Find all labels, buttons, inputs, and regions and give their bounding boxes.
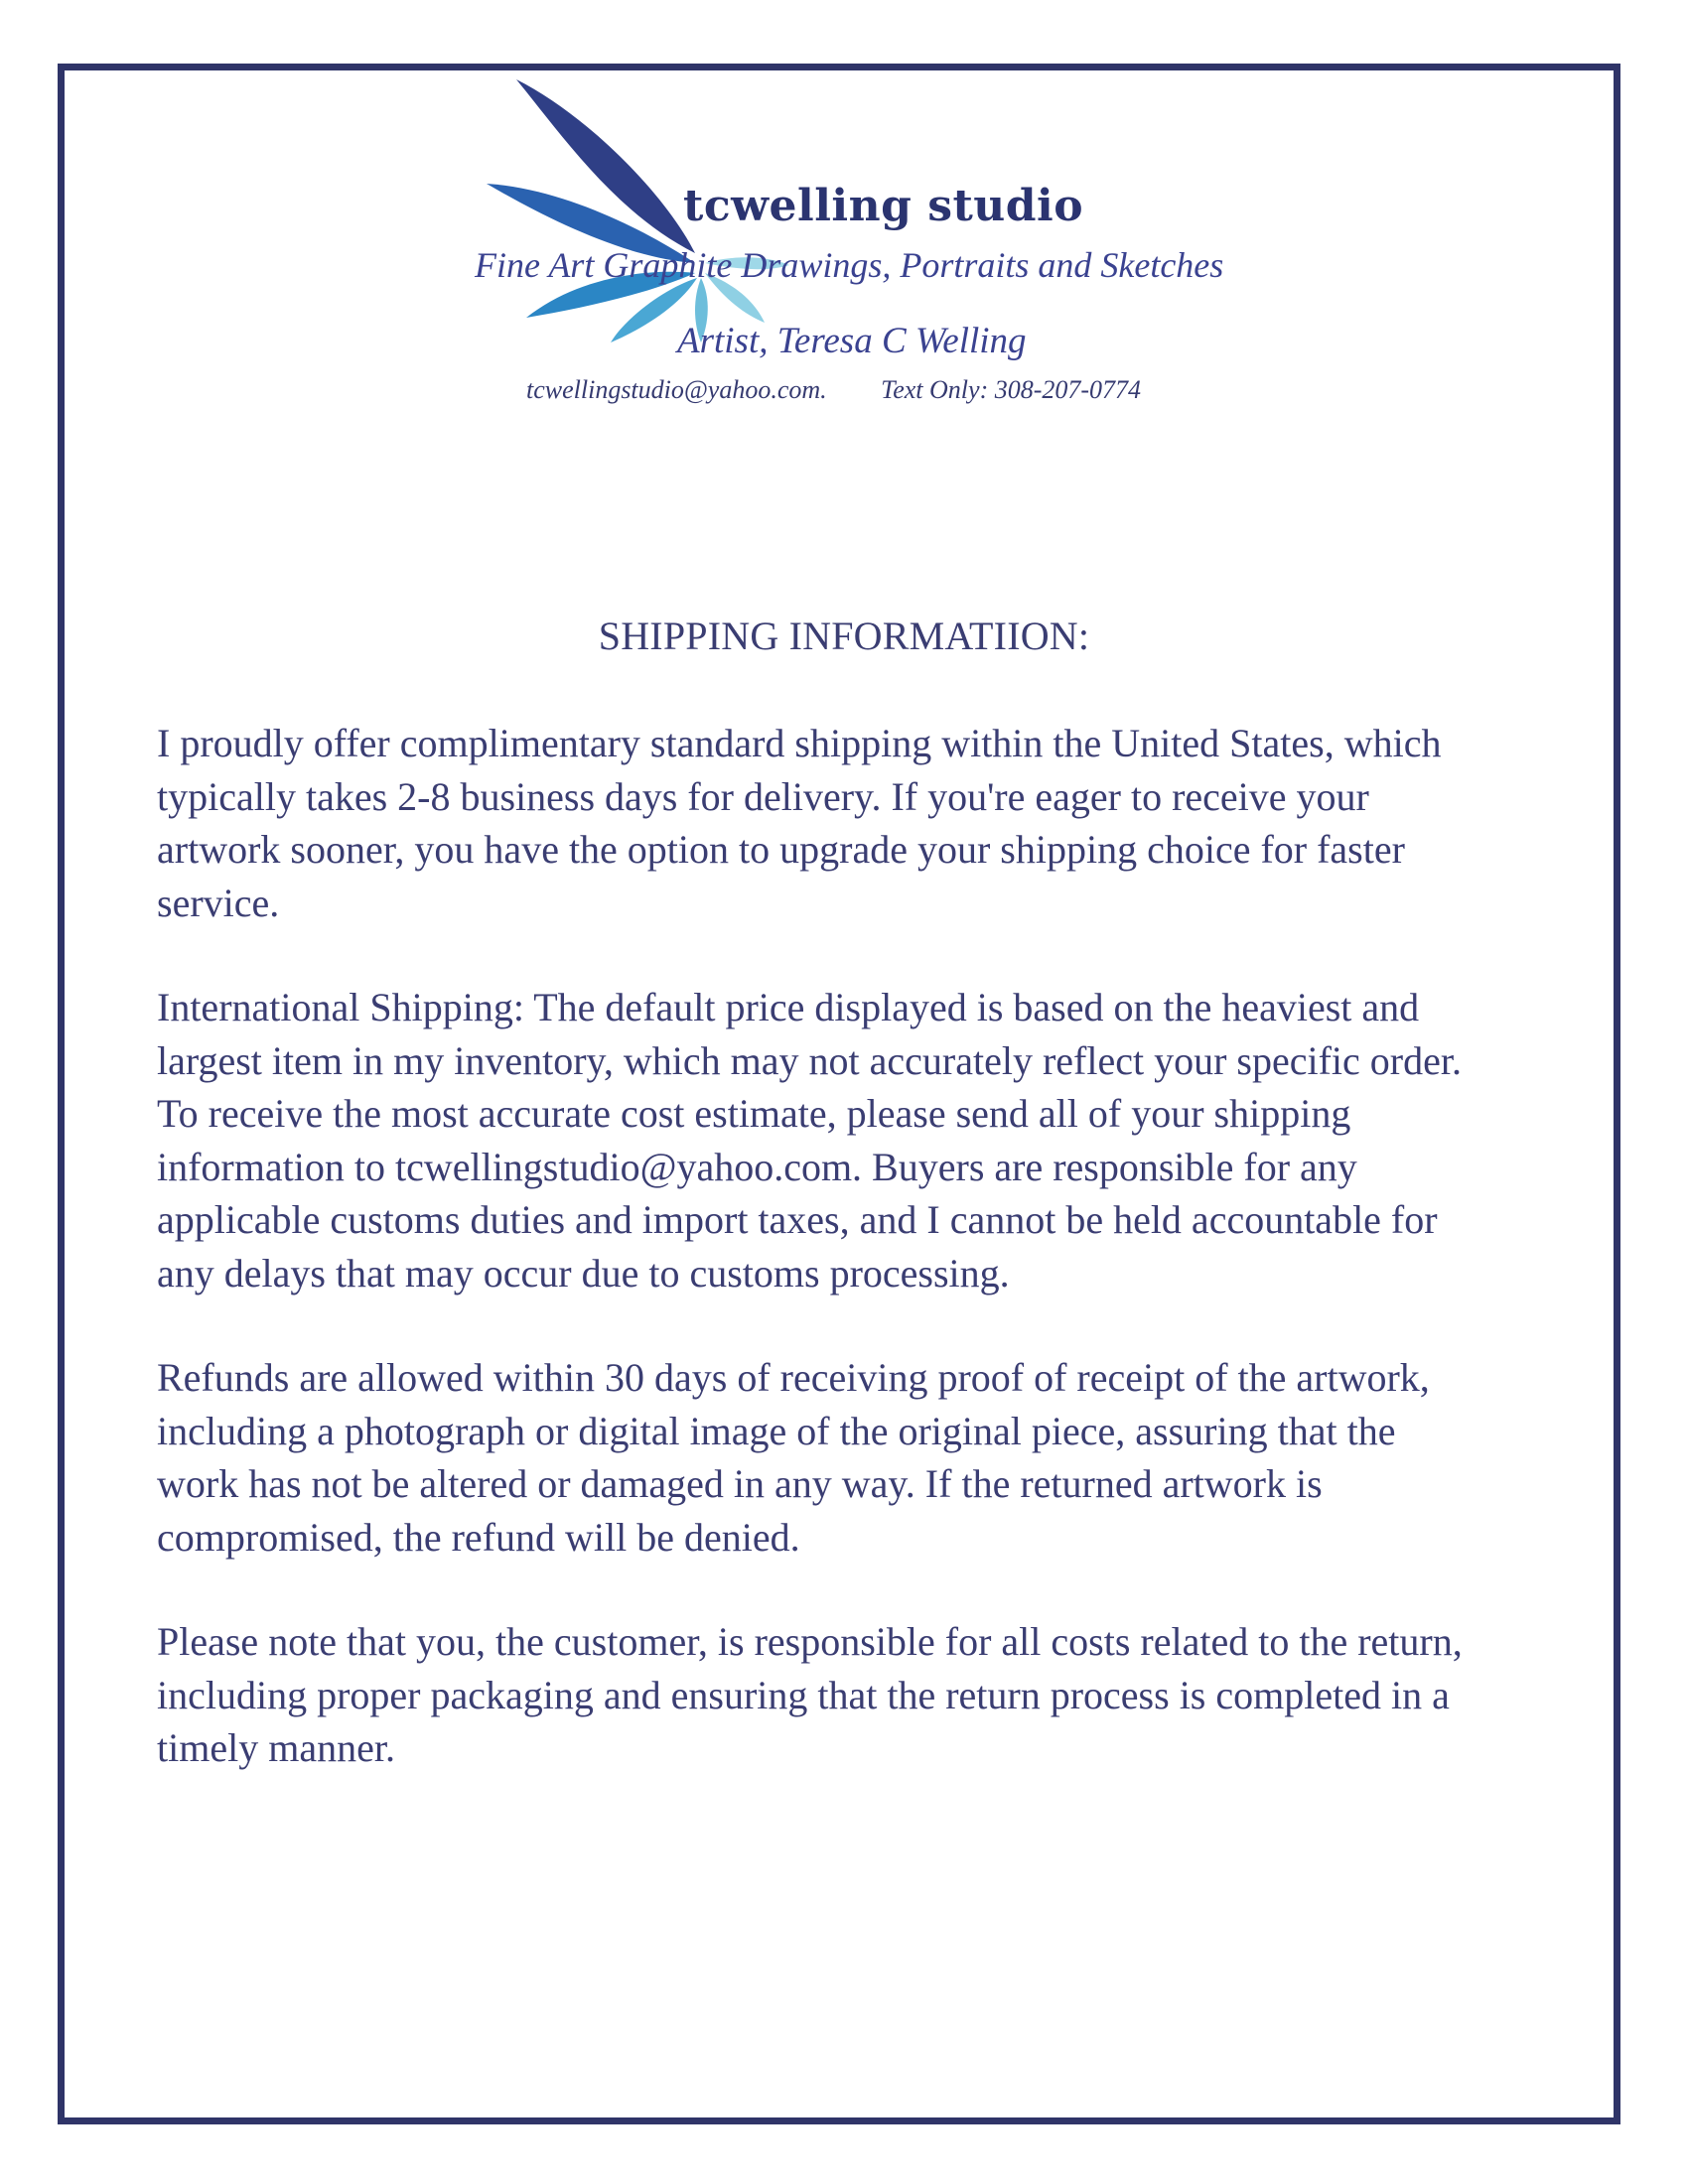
contact-line: [526, 375, 1141, 405]
tagline: Fine Art Graphite Drawings, Portraits and Sketches: [475, 245, 1224, 285]
paragraph-line: International Shipping: The default price displayed is based on the heaviest and: [157, 985, 1420, 1029]
paragraph-line: information to tcwellingstudio@yahoo.com. Buyers are responsible for any: [157, 1144, 1357, 1189]
paragraph-line: service.: [157, 880, 280, 925]
paragraph-domestic-shipping: [157, 717, 1617, 929]
paragraph-line: including proper packaging and ensuring that the return process is completed in a: [157, 1672, 1450, 1717]
artist-name: Artist, Teresa C Welling: [677, 321, 1027, 361]
paragraph-return-costs: [157, 1615, 1617, 1775]
letterhead: [0, 0, 1688, 427]
paragraph-international-shipping: [157, 981, 1617, 1299]
paragraph-line: artwork sooner, you have the option to upgrade your shipping choice for faster: [157, 827, 1405, 872]
paragraph-line: typically takes 2-8 business days for delivery. If you're eager to receive your: [157, 773, 1369, 819]
paragraph-line: To receive the most accurate cost estimate, please send all of your shipping: [157, 1091, 1351, 1136]
brand-name: tcwelling studio: [683, 181, 1084, 231]
paragraph-line: including a photograph or digital image of the original piece, assuring that the: [157, 1408, 1396, 1453]
contact-email: tcwellingstudio@yahoo.com.: [526, 375, 827, 404]
paragraph-line: largest item in my inventory, which may not accurately reflect your specific order.: [157, 1037, 1462, 1083]
paragraph-line: applicable customs duties and import taxes, and I cannot be held accountable for: [157, 1197, 1438, 1242]
paragraph-line: compromised, the refund will be denied.: [157, 1514, 800, 1560]
document-heading: SHIPPING INFORMATIION:: [598, 614, 1090, 658]
paragraph-line: any delays that may occur due to customs processing.: [157, 1250, 1010, 1296]
contact-phone: Text Only: 308-207-0774: [881, 375, 1142, 404]
document-body: [157, 717, 1617, 1827]
paragraph-line: timely manner.: [157, 1725, 395, 1770]
paragraph-refunds: [157, 1351, 1617, 1564]
paragraph-line: I proudly offer complimentary standard shipping within the United States, which: [157, 721, 1442, 765]
paragraph-line: work has not be altered or damaged in any way. If the returned artwork is: [157, 1461, 1323, 1506]
paragraph-line: Please note that you, the customer, is responsible for all costs related to the return,: [157, 1619, 1463, 1664]
paragraph-line: Refunds are allowed within 30 days of receiving proof of receipt of the artwork,: [157, 1355, 1430, 1400]
